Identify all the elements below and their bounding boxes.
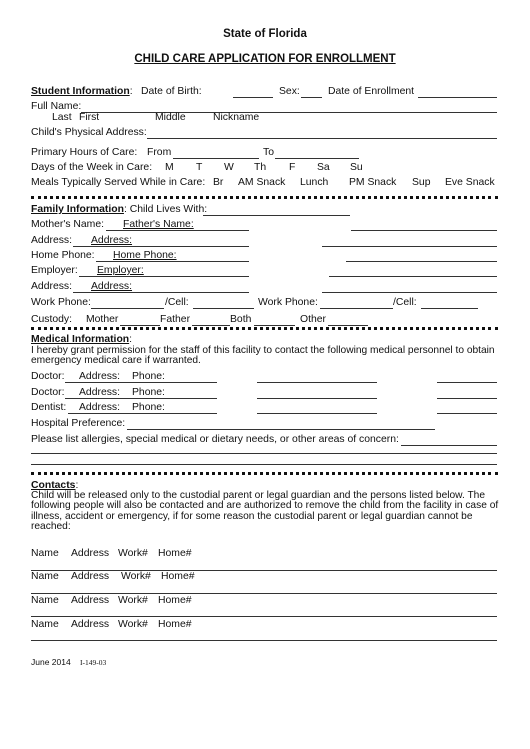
contact1-work-label: Work# (118, 548, 148, 559)
custody-option-other[interactable]: Other (300, 314, 326, 325)
allergies-field-line-2[interactable] (31, 453, 497, 454)
doctor2-label: Doctor: (31, 387, 65, 398)
dentist-label: Dentist: (31, 402, 67, 413)
custody-label: Custody: (31, 314, 73, 325)
dentist-phone-label: Phone: (132, 402, 165, 413)
mother-address-label: Address: (31, 235, 73, 246)
middle-name-caption: Middle (155, 112, 186, 123)
allergies-label: Please list allergies, special medical or dietary needs, or other areas of concern: (31, 434, 399, 445)
day-option-thursday[interactable]: Th (254, 162, 267, 173)
hours-of-care-label: Primary Hours of Care: (31, 147, 138, 158)
mother-cell-field[interactable] (193, 308, 254, 309)
contact3-name-label: Name (31, 595, 59, 606)
dentist-address-label: Address: (79, 402, 121, 413)
section-divider (31, 472, 498, 475)
mother-employer-label: Employer: (31, 265, 78, 276)
full-name-field[interactable] (81, 112, 497, 113)
medical-section-heading: Medical Information: (31, 334, 133, 345)
mother-home-phone-field[interactable] (96, 261, 249, 262)
contact4-address-label: Address (71, 619, 110, 630)
sex-label: Sex: (279, 86, 300, 97)
contact4-field[interactable] (31, 640, 497, 641)
custody-option-mother[interactable]: Mother (86, 314, 119, 325)
doctor1-address-field[interactable] (257, 382, 377, 383)
contact2-home-label: Home# (161, 571, 195, 582)
date-of-enrollment-label: Date of Enrollment (328, 86, 415, 97)
father-cell-field[interactable] (421, 308, 478, 309)
contact2-name-label: Name (31, 571, 59, 582)
hours-to-field[interactable] (275, 158, 359, 159)
nickname-caption: Nickname (213, 112, 260, 123)
meal-option-lunch[interactable]: Lunch (300, 177, 329, 188)
contact2-work-label: Work# (121, 571, 151, 582)
mother-home-phone-label: Home Phone: (31, 250, 95, 261)
meal-option-supper[interactable]: Sup (412, 177, 431, 188)
child-lives-with-field[interactable] (203, 215, 350, 216)
custody-both-field[interactable] (254, 325, 295, 326)
section-divider (31, 327, 498, 330)
doctor1-phone-label: Phone: (132, 371, 165, 382)
contact2-field[interactable] (31, 593, 497, 594)
contacts-paragraph: Child will be released only to the custodial parent or legal guardian and the persons listed below. The following people will also be contacted and are authorized to remove the child from the facility in case of illness, accident or emergency, if for some reason the custodial parent or legal guardian cannot be reached: (31, 490, 499, 533)
footer-form-code: I-149-03 (80, 658, 107, 667)
doctor2-name-field[interactable] (65, 398, 217, 399)
day-option-wednesday[interactable]: W (224, 162, 234, 173)
custody-other-field[interactable] (328, 325, 368, 326)
father-cell-label: /Cell: (393, 297, 417, 308)
father-address-field[interactable] (322, 246, 497, 247)
doctor2-phone-field[interactable] (437, 398, 497, 399)
dentist-name-field[interactable] (68, 413, 217, 414)
dentist-address-field[interactable] (257, 413, 377, 414)
custody-mother-field[interactable] (120, 325, 160, 326)
meal-option-am-snack[interactable]: AM Snack (238, 177, 286, 188)
hospital-preference-label: Hospital Preference: (31, 418, 126, 429)
contact3-field[interactable] (31, 616, 497, 617)
meal-option-pm-snack[interactable]: PM Snack (349, 177, 397, 188)
state-heading: State of Florida (223, 28, 307, 40)
meal-option-breakfast[interactable]: Br (213, 177, 224, 188)
hours-from-label: From (147, 147, 172, 158)
date-of-birth-field[interactable] (233, 97, 273, 98)
family-section-heading: Family Information: Child Lives With: (31, 204, 208, 215)
day-option-sunday[interactable]: Su (350, 162, 363, 173)
contacts-section-heading: Contacts: (31, 480, 79, 491)
doctor2-address-field[interactable] (257, 398, 377, 399)
dentist-phone-field[interactable] (437, 413, 497, 414)
mother-address-field[interactable] (73, 246, 249, 247)
sex-field[interactable] (301, 97, 322, 98)
father-work-phone-label: Work Phone: (258, 297, 318, 308)
first-name-caption: First (79, 112, 100, 123)
allergies-field-line-1[interactable] (401, 445, 497, 446)
mother-employer-field[interactable] (79, 276, 249, 277)
doctor1-label: Doctor: (31, 371, 65, 382)
mother-employer-address-field[interactable] (73, 292, 249, 293)
full-name-label: Full Name: (31, 101, 82, 112)
form-title: CHILD CARE APPLICATION FOR ENROLLMENT (134, 53, 396, 65)
mothers-name-label: Mother's Name: (31, 219, 105, 230)
day-option-tuesday[interactable]: T (196, 162, 203, 173)
mother-work-phone-label: Work Phone: (31, 297, 91, 308)
mother-cell-label: /Cell: (165, 297, 189, 308)
father-home-phone-field[interactable] (346, 261, 497, 262)
contact3-work-label: Work# (118, 595, 148, 606)
fathers-name-label: Father's Name: (123, 219, 194, 230)
doctor2-phone-label: Phone: (132, 387, 165, 398)
physical-address-label: Child's Physical Address: (31, 127, 147, 138)
mother-work-phone-field[interactable] (91, 308, 164, 309)
contact4-work-label: Work# (118, 619, 148, 630)
doctor1-address-label: Address: (79, 371, 121, 382)
contact2-address-label: Address (71, 571, 110, 582)
day-option-monday[interactable]: M (165, 162, 174, 173)
meal-option-eve-snack[interactable]: Eve Snack (445, 177, 495, 188)
contact4-home-label: Home# (158, 619, 192, 630)
contact4-name-label: Name (31, 619, 59, 630)
contact3-home-label: Home# (158, 595, 192, 606)
doctor1-phone-field[interactable] (437, 382, 497, 383)
day-option-saturday[interactable]: Sa (317, 162, 330, 173)
father-work-phone-field[interactable] (320, 308, 393, 309)
hospital-preference-field[interactable] (127, 429, 435, 430)
section-divider (31, 196, 498, 199)
hours-to-label: To (263, 147, 274, 158)
footer-date: June 2014 (31, 657, 71, 667)
date-of-birth-label: Date of Birth: (141, 86, 202, 97)
father-employer-address-label: Address: (91, 281, 133, 292)
physical-address-field[interactable] (147, 138, 497, 139)
medical-permission-text: I hereby grant permission for the staff of this facility to contact the following medical personnel to obtain emergency medical care if warranted. (31, 345, 495, 367)
custody-option-both[interactable]: Both (230, 314, 252, 325)
day-option-friday[interactable]: F (289, 162, 296, 173)
doctor1-name-field[interactable] (65, 382, 217, 383)
mother-name-field[interactable] (106, 230, 249, 231)
contact1-home-label: Home# (158, 548, 192, 559)
allergies-field-line-3[interactable] (31, 464, 497, 465)
contact1-name-label: Name (31, 548, 59, 559)
mother-employer-address-label: Address: (31, 281, 73, 292)
contact1-address-label: Address (71, 548, 110, 559)
custody-option-father[interactable]: Father (160, 314, 191, 325)
date-of-enrollment-field[interactable] (418, 97, 497, 98)
hours-from-field[interactable] (173, 158, 259, 159)
father-employer-field[interactable] (329, 276, 497, 277)
custody-father-field[interactable] (192, 325, 230, 326)
father-name-field[interactable] (351, 230, 497, 231)
father-employer-label: Employer: (97, 265, 144, 276)
doctor2-address-label: Address: (79, 387, 121, 398)
father-employer-address-field[interactable] (322, 292, 497, 293)
student-section-heading: Student Information: (31, 86, 133, 97)
meals-label: Meals Typically Served While in Care: (31, 177, 206, 188)
days-of-week-label: Days of the Week in Care: (31, 162, 153, 173)
last-name-caption: Last (52, 112, 72, 123)
contact3-address-label: Address (71, 595, 110, 606)
father-address-label: Address: (91, 235, 133, 246)
father-home-phone-label: Home Phone: (113, 250, 177, 261)
